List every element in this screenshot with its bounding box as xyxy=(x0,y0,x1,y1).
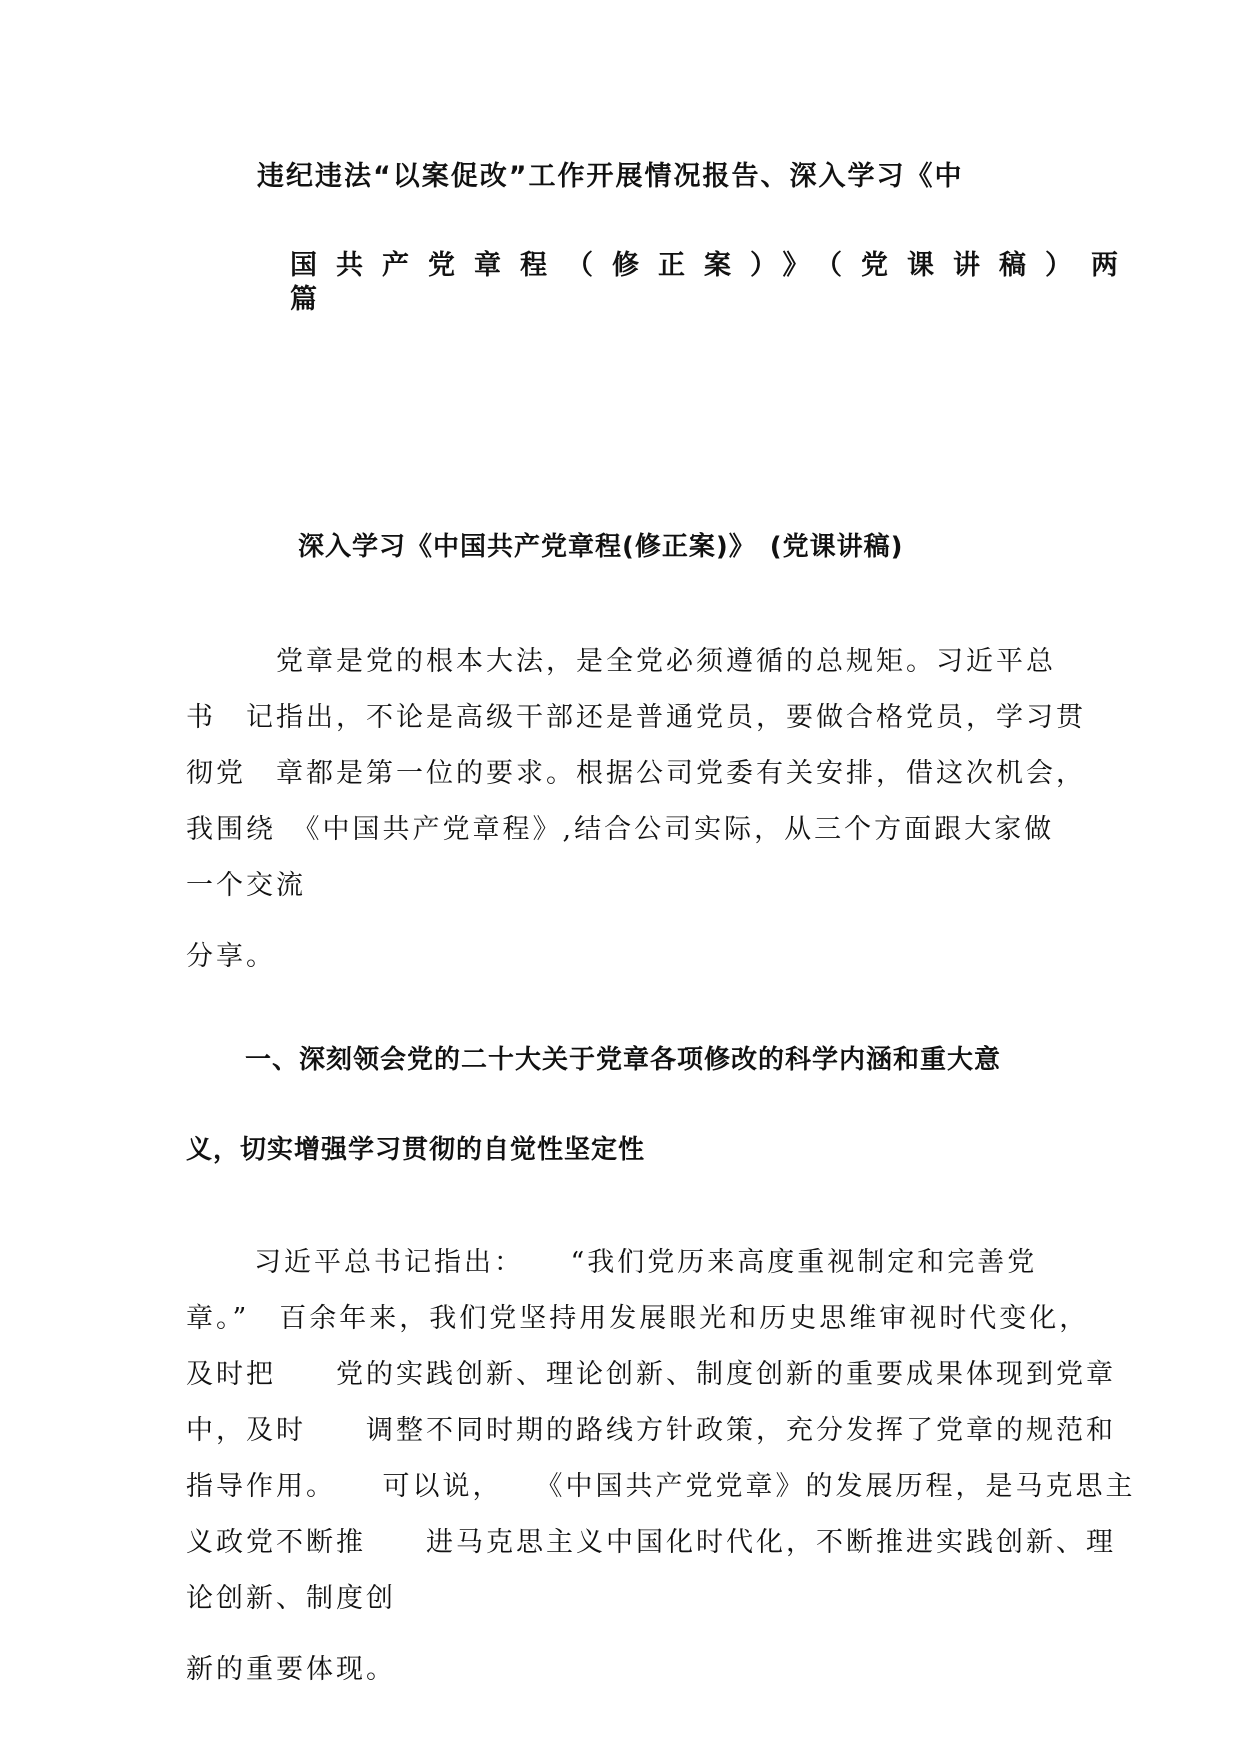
document-title-line-1: 违纪违法“以案促改”工作开展情况报告、深入学习《中 xyxy=(257,161,964,192)
paragraph-1-line-4: 我围绕 《中国共产党章程》,结合公司实际，从三个方面跟大家做 xyxy=(186,814,1055,845)
paragraph-2-line-2: 章。” 百余年来，我们党坚持用发展眼光和历史思维审视时代变化， xyxy=(186,1303,1090,1334)
paragraph-2-line-3: 及时把 党的实践创新、理论创新、制度创新的重要成果体现到党章 xyxy=(186,1359,1116,1390)
document-title-line-3: 篇 xyxy=(290,284,319,315)
paragraph-2-line-8: 新的重要体现。 xyxy=(186,1654,396,1685)
paragraph-2-line-6: 义政党不断推 进马克思主义中国化时代化，不断推进实践创新、理 xyxy=(186,1527,1116,1558)
paragraph-2-line-7: 论创新、制度创 xyxy=(186,1583,396,1614)
paragraph-2-line-5: 指导作用。 可以说， 《中国共产党党章》的发展历程，是马克思主 xyxy=(186,1471,1136,1502)
paragraph-1-line-6: 分享。 xyxy=(186,941,276,972)
paragraph-1-line-2: 书 记指出，不论是高级干部还是普通党员，要做合格党员，学习贯 xyxy=(186,702,1086,733)
document-title-line-2: 国共产党章程（修正案）》（党课讲稿）两 xyxy=(290,250,1137,281)
paragraph-1-line-5: 一个交流 xyxy=(186,870,306,901)
article-subtitle: 深入学习《中国共产党章程(修正案)》 (党课讲稿) xyxy=(298,532,904,562)
paragraph-2-line-1: 习近平总书记指出： “我们党历来高度重视制定和完善党 xyxy=(254,1247,1038,1278)
paragraph-1-line-3: 彻党 章都是第一位的要求。根据公司党委有关安排，借这次机会， xyxy=(186,758,1086,789)
section-1-heading-line-2: 义，切实增强学习贯彻的自觉性坚定性 xyxy=(186,1135,646,1165)
paragraph-1-line-1: 党章是党的根本大法，是全党必须遵循的总规矩。习近平总 xyxy=(276,646,1056,677)
paragraph-2-line-4: 中，及时 调整不同时期的路线方针政策，充分发挥了党章的规范和 xyxy=(186,1415,1116,1446)
section-1-heading-line-1: 一、深刻领会党的二十大关于党章各项修改的科学内涵和重大意 xyxy=(245,1045,1002,1075)
